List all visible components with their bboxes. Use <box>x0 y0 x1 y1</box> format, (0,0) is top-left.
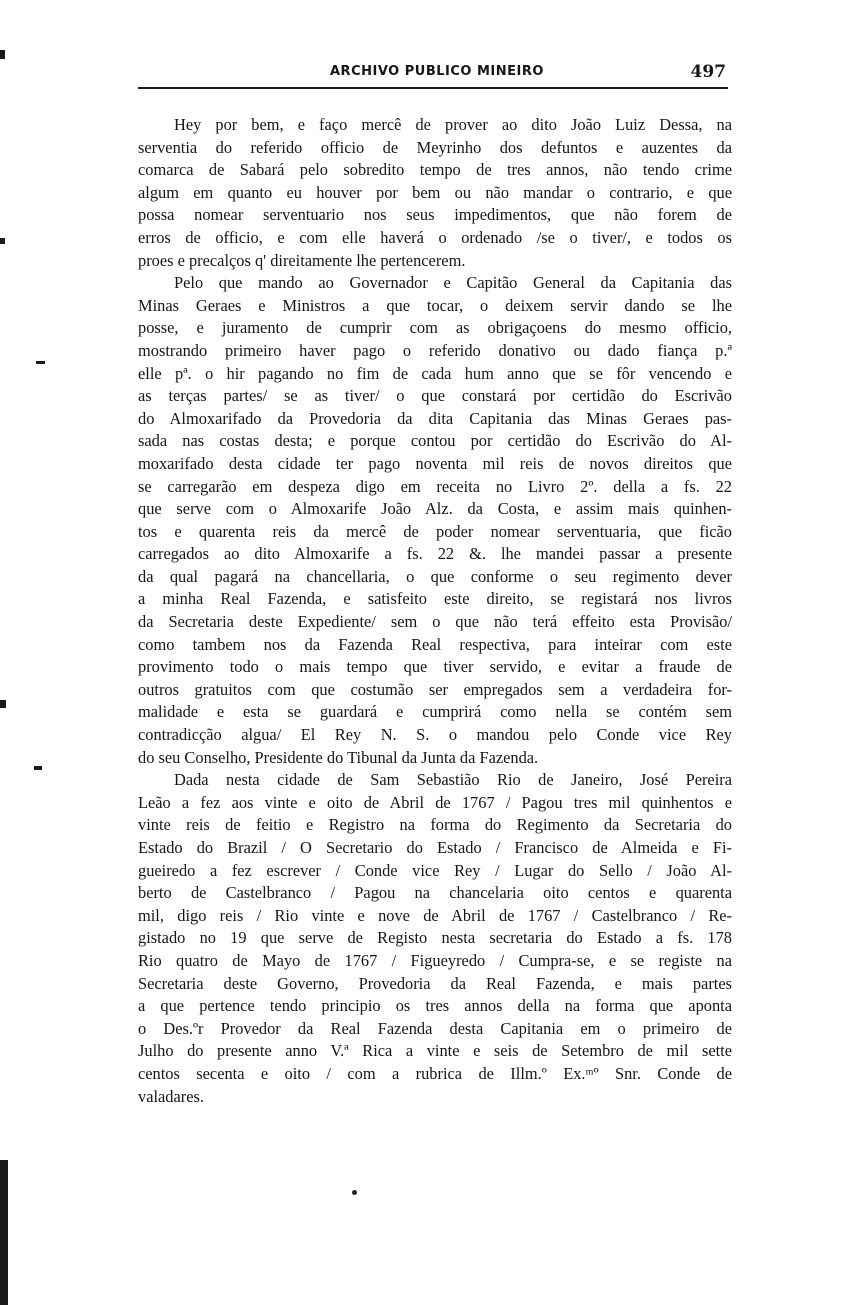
text-line: que serve com o Almoxarife João Alz. da Costa, e assim mais quinhen- <box>138 499 732 519</box>
margin-mark <box>0 238 5 244</box>
text-line: carregados ao dito Almoxarife a fs. 22 &. lhe mandei passar a presente <box>138 544 732 564</box>
text-line: Rio quatro de Mayo de 1767 / Figueyredo / Cumpra-se, e se registe na <box>138 950 732 970</box>
text-line: serventia do referido officio de Meyrinho dos defuntos e auzentes da <box>138 137 732 157</box>
text-line: a que pertence tendo principio os tres annos della na forma que aponta <box>138 996 732 1016</box>
text-line: Hey por bem, e faço mercê de prover ao dito João Luiz Dessa, na <box>174 115 732 134</box>
header-rule <box>138 87 728 89</box>
text-line: valadares. <box>138 1086 204 1106</box>
text-line: erros de officio, e com elle haverá o ordenado /se o tiver/, e todos os <box>138 227 732 247</box>
text-line: mostrando primeiro haver pago o referido donativo ou dado fiança p.ª <box>138 340 732 360</box>
text-line: possa nomear serventuario nos seus impedimentos, que não forem de <box>138 205 732 225</box>
text-line: posse, e juramento de cumprir com as obrigaçoens do mesmo officio, <box>138 318 732 338</box>
text-line: mil, digo reis / Rio vinte e nove de Abril de 1767 / Castelbranco / Re- <box>138 905 732 925</box>
page-header <box>138 62 728 86</box>
text-line: se carregarão em despeza digo em receita no Livro 2º. della a fs. 22 <box>138 476 732 496</box>
text-line: Dada nesta cidade de Sam Sebastião Rio de Janeiro, José Pereira <box>174 770 732 790</box>
text-line: berto de Castelbranco / Pagou na chancelaria oito centos e quarenta <box>138 883 732 903</box>
margin-mark <box>0 700 6 708</box>
margin-mark <box>0 50 5 59</box>
text-line: moxarifado desta cidade ter pago noventa mil reis de novos direitos que <box>138 453 732 473</box>
text-line: gistado no 19 que serve de Registo nesta secretaria do Estado a fs. 178 <box>138 928 732 948</box>
margin-mark <box>36 361 45 364</box>
text-line: da Secretaria deste Expediente/ sem o que não terá effeito esta Provisão/ <box>138 612 732 632</box>
text-line: gueiredo a fez escrever / Conde vice Rey / Lugar do Sello / João Al- <box>138 860 732 880</box>
ink-dot <box>352 1190 357 1195</box>
margin-mark <box>34 766 42 770</box>
text-line: o Des.ºr Provedor da Real Fazenda desta Capitania em o primeiro de <box>138 1018 732 1038</box>
text-line: Leão a fez aos vinte e oito de Abril de 1767 / Pagou tres mil quinhentos e <box>138 792 732 812</box>
text-line: algum em quanto eu houver por bem ou não mandar o contrario, e que <box>138 182 732 202</box>
margin-mark <box>0 1160 8 1305</box>
document-body <box>138 114 732 1108</box>
text-line: Estado do Brazil / O Secretario do Estado / Francisco de Almeida e Fi- <box>138 838 732 857</box>
page-number: 497 <box>690 62 726 82</box>
text-line: a minha Real Fazenda, e satisfeito este direito, se registará nos livros <box>138 589 732 609</box>
text-line: proes e precalços q' direitamente lhe pertencerem. <box>138 250 466 270</box>
text-line: Pelo que mando ao Governador e Capitão General da Capitania das <box>174 273 732 293</box>
text-line: malidade e esta se guardará e cumprirá como nella se contém sem <box>138 702 732 722</box>
text-line: as terças partes/ se as tiver/ o que constará por certidão do Escrivão <box>138 386 732 406</box>
text-line: Secretaria deste Governo, Provedoria da Real Fazenda, e mais partes <box>138 973 732 993</box>
text-line: comarca de Sabará pelo sobredito tempo de tres annos, não tendo crime <box>138 160 732 180</box>
text-line: Minas Geraes e Ministros a que tocar, o deixem servir dando se lhe <box>138 295 732 315</box>
text-line: sada nas costas desta; e porque contou por certidão do Escrivão do Al- <box>138 431 732 451</box>
text-line: do Almoxarifado da Provedoria da dita Capitania das Minas Geraes pas- <box>138 408 732 428</box>
text-line: vinte reis de feitio e Registro na forma do Regimento da Secretaria do <box>138 815 732 835</box>
text-line: do seu Conselho, Presidente do Tibunal da Junta da Fazenda. <box>138 747 539 767</box>
text-line: outros gratuitos com que costumão ser empregados sem a verdadeira for- <box>138 679 732 699</box>
text-line: contradicção algua/ El Rey N. S. o mandou pelo Conde vice Rey <box>138 725 732 745</box>
text-line: tos e quarenta reis da mercê de poder nomear serventuaria, que ficão <box>138 521 732 541</box>
text-line: centos secenta e oito / com a rubrica de Illm.º Ex.ᵐº Snr. Conde de <box>138 1063 732 1083</box>
text-line: provimento todo o mais tempo que tiver servido, e evitar a fraude de <box>138 657 732 677</box>
running-title: ARCHIVO PUBLICO MINEIRO <box>330 64 544 79</box>
text-line: elle pª. o hir pagando no fim de cada hum anno que se fôr vencendo e <box>138 363 732 383</box>
text-line: como tambem nos da Fazenda Real respectiva, para inteirar com este <box>138 634 732 654</box>
text-line: da qual pagará na chancellaria, o que conforme o seu regimento dever <box>138 566 732 586</box>
text-line: Julho do presente anno V.ª Rica a vinte e seis de Setembro de mil sette <box>138 1041 732 1061</box>
